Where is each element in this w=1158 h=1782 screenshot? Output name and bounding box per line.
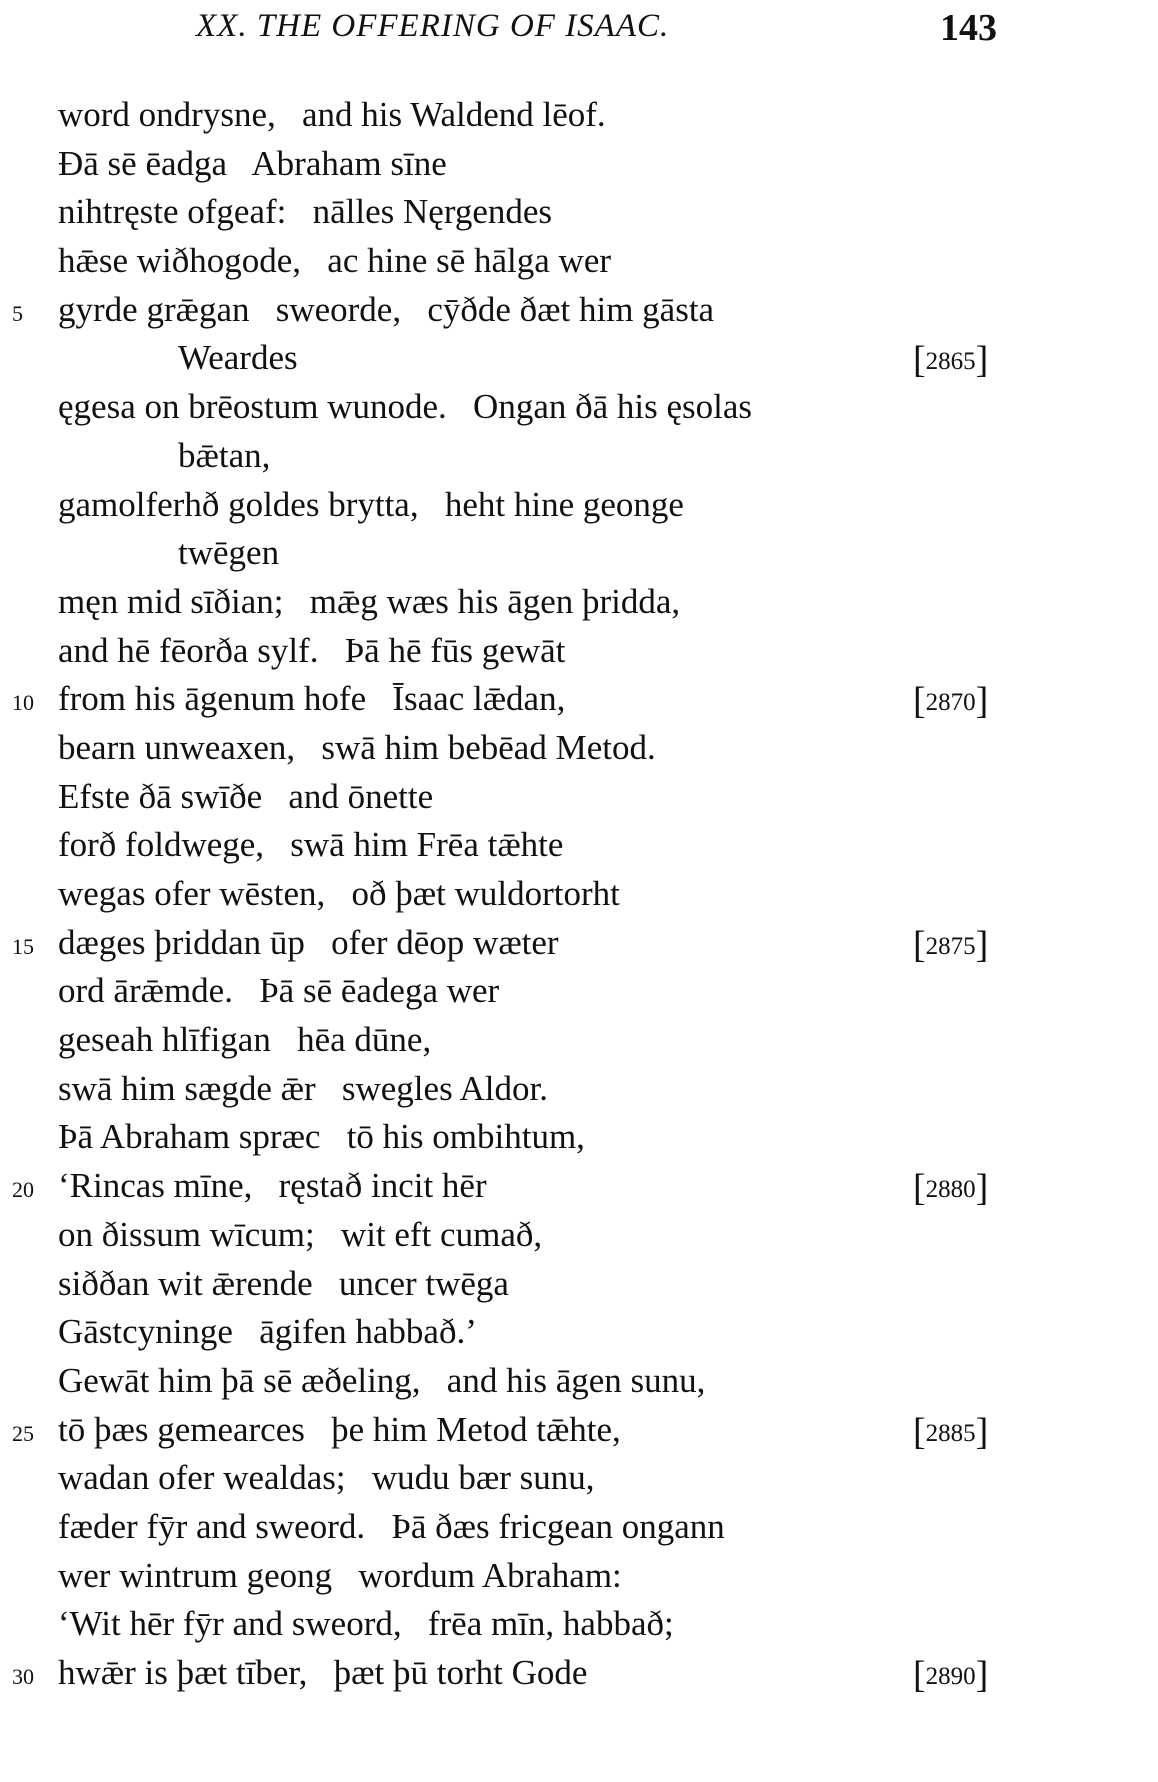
reference-number: 2880	[925, 1176, 976, 1204]
verse-line	[0, 1454, 1158, 1503]
verse-line	[0, 188, 1158, 237]
verse-line	[0, 821, 1158, 870]
verse-text: on ðissum wīcum; wit eft cumað,	[58, 1214, 543, 1254]
verse-text: bearn unweaxen, swā him bebēad Metod.	[58, 727, 656, 767]
verse-text: Þā Abraham spræc tō his ombihtum,	[58, 1117, 585, 1157]
verse-text: swā him sægde ǣr swegles Aldor.	[58, 1068, 548, 1108]
verse-text: siððan wit ǣrende uncer twēga	[58, 1263, 509, 1303]
verse-line	[0, 1600, 1158, 1649]
verse-text: Weardes	[178, 338, 298, 378]
verse-text: męn mid sīðian; mǣg wæs his āgen þridda,	[58, 581, 681, 621]
verse-text: wadan ofer wealdas; wudu bær sunu,	[58, 1458, 595, 1498]
line-number: 30	[12, 1664, 34, 1689]
verse-line	[0, 1065, 1158, 1114]
manuscript-line-reference: [2870]	[913, 680, 989, 723]
page-number: 143	[940, 7, 997, 49]
verse-text: wegas ofer wēsten, oð þæt wuldortorht	[58, 874, 620, 913]
reference-number: 2885	[925, 1419, 976, 1447]
verse-text: forð foldwege, swā him Frēa tǣhte	[58, 825, 564, 865]
line-number: 15	[12, 933, 34, 959]
verse-line	[0, 334, 1158, 383]
line-number: 10	[12, 690, 34, 716]
verse-line	[0, 1357, 1158, 1406]
verse-line	[0, 140, 1158, 189]
manuscript-line-reference: [2880]	[913, 1167, 989, 1210]
verse-line	[0, 773, 1158, 822]
verse-line	[0, 1552, 1158, 1601]
verse-line	[0, 870, 1158, 919]
verse-text: hǣse wiðhogode, ac hine sē hālga wer	[58, 241, 612, 281]
verse-line	[0, 1113, 1158, 1162]
verse-text: dæges þriddan ūp ofer dēop wæter	[58, 922, 559, 962]
verse-text: nihtręste ofgeaf: nālles Nęrgendes	[58, 192, 553, 232]
verse-text: from his āgenum hofe Īsaac lǣdan,	[58, 679, 566, 719]
verse-line	[0, 383, 1158, 432]
line-number: 5	[12, 300, 23, 326]
verse-line	[0, 237, 1158, 286]
verse-text: Gāstcyninge āgifen habbað.’	[58, 1312, 477, 1352]
verse-text: twēgen	[178, 533, 280, 573]
running-title: XX. THE OFFERING OF ISAAC.	[196, 8, 670, 44]
manuscript-line-reference: [2890]	[913, 1654, 989, 1696]
verse-text: tō þæs gemearces þe him Metod tǣhte,	[58, 1409, 621, 1449]
reference-number: 2875	[925, 932, 976, 960]
verse-line	[0, 1649, 1158, 1698]
verse-text: Gewāt him þā sē æðeling, and his āgen sunu,	[58, 1360, 706, 1400]
manuscript-line-reference: [2885]	[913, 1410, 989, 1453]
verse-line	[0, 1211, 1158, 1260]
manuscript-line-reference: [2865]	[913, 339, 989, 382]
reference-number: 2890	[925, 1663, 976, 1690]
verse-text: hwǣr is þæt tīber, þæt þū torht Gode	[58, 1653, 588, 1692]
verse-line	[0, 967, 1158, 1016]
verse-text: ‘Wit hēr fȳr and sweord, frēa mīn, habbað;	[58, 1604, 674, 1644]
reference-number: 2865	[925, 348, 976, 376]
reference-number: 2870	[925, 689, 976, 717]
line-number: 25	[12, 1420, 34, 1446]
verse-text: Efste ðā swīðe and ōnette	[58, 776, 434, 816]
manuscript-line-reference: [2875]	[913, 923, 989, 966]
verse-line	[0, 1162, 1158, 1211]
verse-line	[0, 1308, 1158, 1357]
verse-text: ęgesa on brēostum wunode. Ongan ðā his ęsolas	[58, 387, 753, 427]
verse-line	[0, 91, 1158, 140]
verse-text: Ðā sē ēadga Abraham sīne	[58, 143, 447, 183]
line-number: 20	[12, 1177, 34, 1203]
verse-text: wer wintrum geong wordum Abraham:	[58, 1555, 622, 1595]
verse-text: and hē fēorða sylf. Þā hē fūs gewāt	[58, 630, 566, 670]
verse-line	[0, 432, 1158, 481]
verse-line	[0, 1260, 1158, 1309]
page-header	[0, 4, 1158, 54]
verse-line	[0, 1406, 1158, 1455]
verse-text: bǣtan,	[178, 435, 271, 475]
verse-line	[0, 286, 1158, 335]
verse-line	[0, 481, 1158, 530]
verse-line	[0, 1016, 1158, 1065]
verse-text: fæder fȳr and sweord. Þā ðæs fricgean ongann	[58, 1506, 725, 1546]
verse-line	[0, 627, 1158, 676]
poem-text	[0, 91, 1158, 1698]
verse-line	[0, 578, 1158, 627]
verse-line	[0, 1503, 1158, 1552]
verse-text: ord ārǣmde. Þā sē ēadega wer	[58, 971, 500, 1011]
verse-text: geseah hlīfigan hēa dūne,	[58, 1020, 432, 1060]
verse-line	[0, 529, 1158, 578]
verse-line	[0, 675, 1158, 724]
verse-text: ‘Rincas mīne, ręstað incit hēr	[58, 1166, 487, 1206]
verse-line	[0, 919, 1158, 968]
verse-text: gamolferhð goldes brytta, heht hine geonge	[58, 484, 684, 524]
verse-text: gyrde grǣgan sweorde, cȳðde ðæt him gāsta	[58, 289, 715, 329]
verse-line	[0, 724, 1158, 773]
verse-text: word ondrysne, and his Waldend lēof.	[58, 95, 606, 134]
